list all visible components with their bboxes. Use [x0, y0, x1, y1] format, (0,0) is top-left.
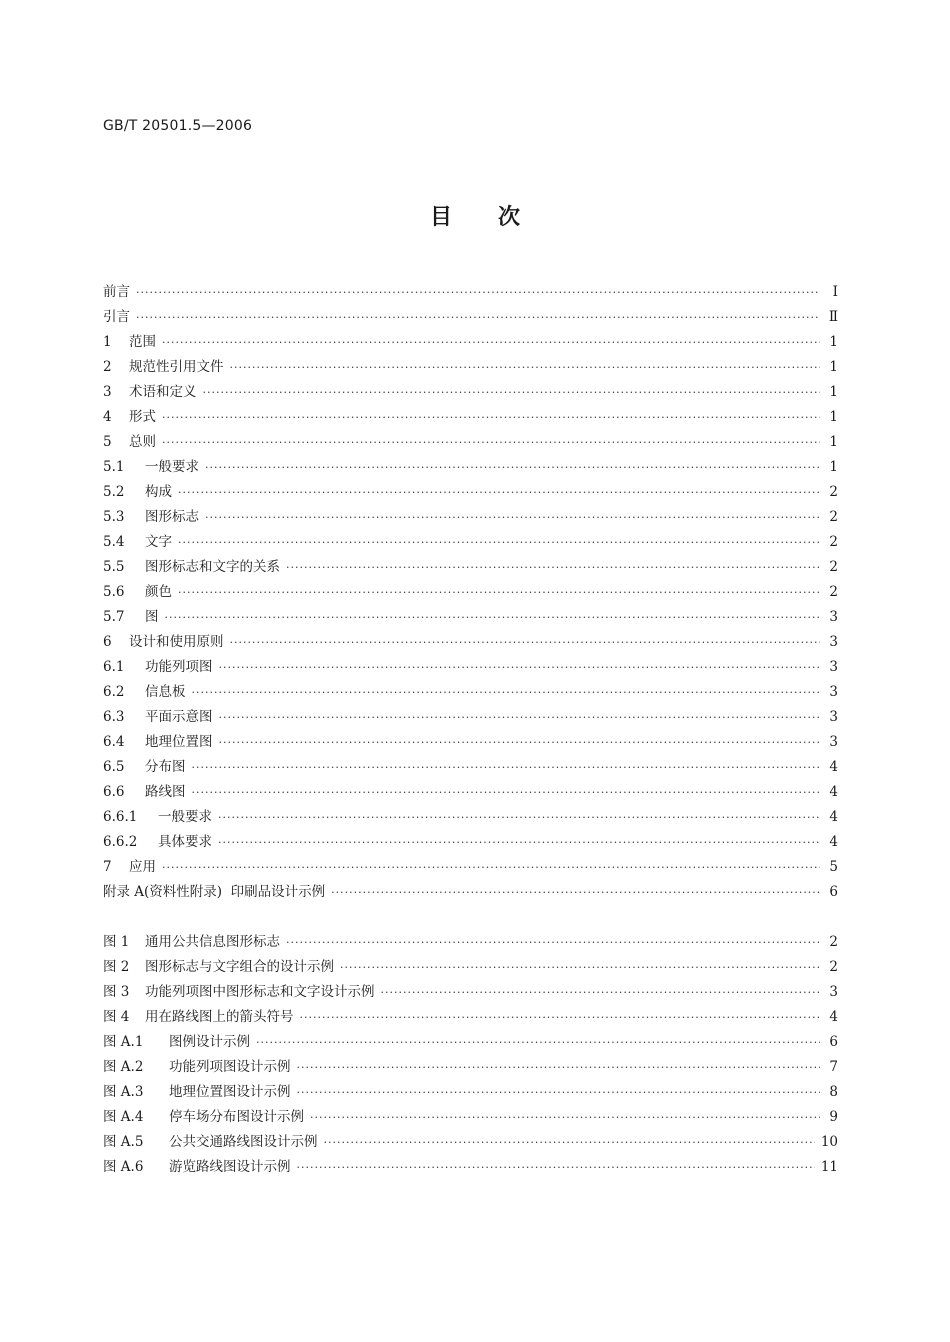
entry-number: 3 — [103, 384, 112, 400]
entry-number: 6.6 — [103, 784, 125, 800]
entry-number: 4 — [103, 409, 112, 425]
toc-entry[interactable] — [103, 455, 838, 480]
toc-entry[interactable] — [103, 730, 838, 755]
dot-leader — [205, 455, 820, 480]
entry-page-number: 1 — [829, 409, 838, 425]
entry-page-number: 3 — [829, 984, 838, 1000]
entry-title: 通用公共信息图形标志 — [145, 934, 280, 950]
toc-entry[interactable] — [103, 830, 838, 855]
toc-entry[interactable] — [103, 305, 838, 330]
entry-number: 图 3 — [103, 984, 130, 1000]
dot-leader — [219, 705, 821, 730]
dot-leader — [230, 630, 821, 655]
entry-title: 图形标志和文字的关系 — [145, 559, 280, 575]
toc-entry[interactable] — [103, 430, 838, 455]
entry-title: 功能列项图设计示例 — [169, 1059, 291, 1075]
entry-number: 5.7 — [103, 609, 125, 625]
dot-leader — [218, 830, 820, 855]
dot-leader — [297, 1155, 815, 1180]
dot-leader — [310, 1105, 820, 1130]
entry-number: 6.1 — [103, 659, 125, 675]
entry-title: 功能列项图中图形标志和文字设计示例 — [145, 984, 375, 1000]
entry-title: 功能列项图 — [145, 659, 213, 675]
entry-page-number: 4 — [829, 784, 838, 800]
entry-page-number: 1 — [829, 334, 838, 350]
dot-leader — [297, 1055, 821, 1080]
entry-number: 图 4 — [103, 1009, 130, 1025]
entry-page-number: 6 — [829, 1034, 838, 1050]
entry-page-number: 3 — [829, 659, 838, 675]
entry-title: 用在路线图上的箭头符号 — [145, 1009, 294, 1025]
entry-title: 平面示意图 — [145, 709, 213, 725]
dot-leader — [286, 555, 820, 580]
entry-page-number: 4 — [829, 1009, 838, 1025]
entry-title: 附录 A(资料性附录) 印刷品设计示例 — [103, 884, 326, 900]
entry-number: 图 A.1 — [103, 1034, 144, 1050]
dot-leader — [136, 280, 820, 305]
entry-page-number: 3 — [829, 684, 838, 700]
dot-leader — [192, 755, 821, 780]
entry-title: 颜色 — [145, 584, 172, 600]
entry-page-number: 10 — [820, 1134, 838, 1150]
entry-page-number: 1 — [829, 359, 838, 375]
toc-entry[interactable] — [103, 655, 838, 680]
dot-leader — [230, 355, 821, 380]
figure-entry[interactable] — [103, 930, 838, 955]
dot-leader — [162, 430, 820, 455]
toc-entry[interactable] — [103, 880, 838, 905]
entry-title: 术语和定义 — [129, 384, 197, 400]
table-of-contents — [103, 280, 838, 905]
entry-page-number: 2 — [829, 509, 838, 525]
entry-page-number: 4 — [829, 759, 838, 775]
entry-page-number: 4 — [829, 834, 838, 850]
dot-leader — [136, 305, 820, 330]
entry-title: 总则 — [129, 434, 156, 450]
entry-page-number: Ⅰ — [832, 284, 838, 300]
figure-entry[interactable] — [103, 1055, 838, 1080]
dot-leader — [331, 880, 820, 905]
entry-number: 6 — [103, 634, 112, 650]
entry-title: 形式 — [129, 409, 156, 425]
entry-page-number: Ⅱ — [828, 309, 838, 325]
entry-page-number: 2 — [829, 584, 838, 600]
entry-number: 5.5 — [103, 559, 125, 575]
dot-leader — [178, 480, 820, 505]
toc-entry[interactable] — [103, 280, 838, 305]
dot-leader — [286, 930, 820, 955]
dot-leader — [162, 855, 820, 880]
entry-title: 信息板 — [145, 684, 186, 700]
dot-leader — [162, 330, 820, 355]
entry-page-number: 6 — [829, 884, 838, 900]
entry-page-number: 11 — [820, 1159, 838, 1175]
entry-title: 公共交通路线图设计示例 — [169, 1134, 318, 1150]
entry-page-number: 9 — [829, 1109, 838, 1125]
toc-entry[interactable] — [103, 705, 838, 730]
toc-entry[interactable] — [103, 555, 838, 580]
figure-entry[interactable] — [103, 1005, 838, 1030]
document-code: GB/T 20501.5—2006 — [103, 118, 253, 134]
dot-leader — [192, 780, 821, 805]
dot-leader — [192, 680, 821, 705]
figure-entry[interactable] — [103, 1105, 838, 1130]
entry-page-number: 1 — [829, 434, 838, 450]
entry-number: 6.6.2 — [103, 834, 138, 850]
entry-number: 5.3 — [103, 509, 125, 525]
entry-page-number: 3 — [829, 709, 838, 725]
entry-title: 构成 — [145, 484, 172, 500]
dot-leader — [297, 1080, 821, 1105]
entry-number: 6.6.1 — [103, 809, 138, 825]
entry-title: 图例设计示例 — [169, 1034, 250, 1050]
entry-number: 图 2 — [103, 959, 130, 975]
dot-leader — [340, 955, 820, 980]
entry-page-number: 8 — [829, 1084, 838, 1100]
entry-page-number: 3 — [829, 634, 838, 650]
entry-page-number: 2 — [829, 934, 838, 950]
entry-page-number: 5 — [829, 859, 838, 875]
entry-number: 5.4 — [103, 534, 125, 550]
entry-number: 图 A.4 — [103, 1109, 144, 1125]
toc-entry[interactable] — [103, 505, 838, 530]
entry-title: 前言 — [103, 284, 130, 300]
entry-title: 游览路线图设计示例 — [169, 1159, 291, 1175]
entry-title: 地理位置图设计示例 — [169, 1084, 291, 1100]
entry-number: 1 — [103, 334, 112, 350]
entry-page-number: 3 — [829, 734, 838, 750]
entry-number: 6.5 — [103, 759, 125, 775]
toc-entry[interactable] — [103, 680, 838, 705]
entry-title: 范围 — [129, 334, 156, 350]
figure-entry[interactable] — [103, 1130, 838, 1155]
dot-leader — [300, 1005, 821, 1030]
dot-leader — [256, 1030, 820, 1055]
entry-title: 分布图 — [145, 759, 186, 775]
entry-title: 规范性引用文件 — [129, 359, 224, 375]
toc-entry[interactable] — [103, 380, 838, 405]
entry-page-number: 1 — [829, 459, 838, 475]
entry-title: 图形标志与文字组合的设计示例 — [145, 959, 334, 975]
dot-leader — [178, 580, 820, 605]
toc-entry[interactable] — [103, 780, 838, 805]
figure-entry[interactable] — [103, 1080, 838, 1105]
entry-number: 5.6 — [103, 584, 125, 600]
entry-number: 6.2 — [103, 684, 125, 700]
entry-number: 7 — [103, 859, 112, 875]
entry-title: 一般要求 — [145, 459, 199, 475]
entry-number: 2 — [103, 359, 112, 375]
toc-entry[interactable] — [103, 405, 838, 430]
entry-page-number: 3 — [829, 609, 838, 625]
entry-title: 具体要求 — [158, 834, 212, 850]
entry-number: 5.1 — [103, 459, 125, 475]
figure-list — [103, 930, 838, 1180]
entry-title: 图形标志 — [145, 509, 199, 525]
entry-number: 图 1 — [103, 934, 130, 950]
figure-entry[interactable] — [103, 1155, 838, 1180]
toc-entry[interactable] — [103, 755, 838, 780]
figure-entry[interactable] — [103, 955, 838, 980]
title-char-1: 目 — [429, 205, 452, 230]
dot-leader — [205, 505, 820, 530]
entry-number: 图 A.2 — [103, 1059, 144, 1075]
entry-title: 应用 — [129, 859, 156, 875]
dot-leader — [219, 730, 821, 755]
dot-leader — [203, 380, 821, 405]
entry-number: 6.4 — [103, 734, 125, 750]
entry-page-number: 2 — [829, 534, 838, 550]
toc-entry[interactable] — [103, 530, 838, 555]
entry-title: 路线图 — [145, 784, 186, 800]
dot-leader — [219, 655, 821, 680]
toc-entry[interactable] — [103, 355, 838, 380]
entry-number: 6.3 — [103, 709, 125, 725]
toc-entry[interactable] — [103, 605, 838, 630]
entry-number: 图 A.5 — [103, 1134, 144, 1150]
title-char-2: 次 — [498, 205, 521, 230]
toc-entry[interactable] — [103, 480, 838, 505]
entry-title: 地理位置图 — [145, 734, 213, 750]
entry-number: 图 A.6 — [103, 1159, 144, 1175]
entry-title: 引言 — [103, 309, 130, 325]
entry-number: 5.2 — [103, 484, 125, 500]
toc-entry[interactable] — [103, 855, 838, 880]
entry-title: 一般要求 — [158, 809, 212, 825]
entry-title: 文字 — [145, 534, 172, 550]
entry-page-number: 4 — [829, 809, 838, 825]
figure-entry[interactable] — [103, 980, 838, 1005]
dot-leader — [324, 1130, 815, 1155]
entry-page-number: 7 — [829, 1059, 838, 1075]
entry-page-number: 2 — [829, 559, 838, 575]
entry-page-number: 1 — [829, 384, 838, 400]
toc-entry[interactable] — [103, 630, 838, 655]
entry-number: 5 — [103, 434, 112, 450]
toc-entry[interactable] — [103, 580, 838, 605]
dot-leader — [162, 405, 820, 430]
entry-title: 停车场分布图设计示例 — [169, 1109, 304, 1125]
entry-title: 设计和使用原则 — [129, 634, 224, 650]
entry-number: 图 A.3 — [103, 1084, 144, 1100]
dot-leader — [381, 980, 821, 1005]
entry-page-number: 2 — [829, 484, 838, 500]
toc-entry[interactable] — [103, 330, 838, 355]
figure-entry[interactable] — [103, 1030, 838, 1055]
toc-entry[interactable] — [103, 805, 838, 830]
dot-leader — [165, 605, 821, 630]
page-title — [0, 200, 950, 231]
entry-title: 图 — [145, 609, 159, 625]
entry-page-number: 2 — [829, 959, 838, 975]
dot-leader — [218, 805, 820, 830]
dot-leader — [178, 530, 820, 555]
